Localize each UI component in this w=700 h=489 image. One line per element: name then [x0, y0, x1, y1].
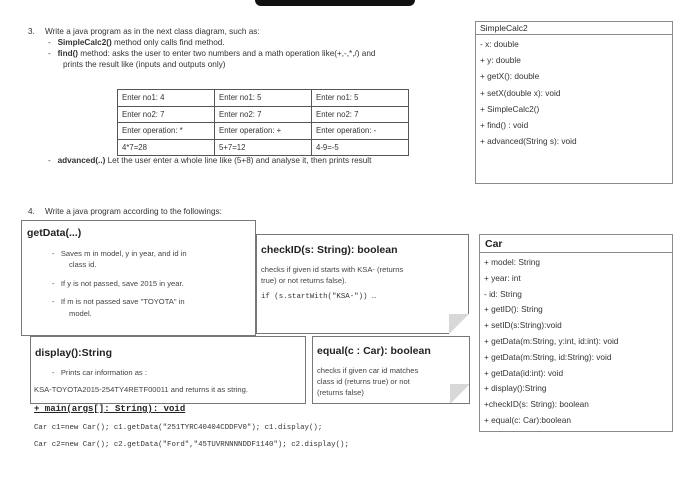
checkid-note	[256, 234, 469, 334]
table-cell: Enter no2: 7	[312, 106, 409, 123]
display-bullet: - Prints car information as :	[52, 368, 147, 377]
q3-intro: Write a java program as in the next class diagram, such as:	[45, 27, 260, 36]
simplecalc2-class-diagram	[475, 21, 673, 184]
checkid-title: checkID(s: String): boolean	[261, 244, 398, 256]
getdata-bullet-2: - If y is not passed, save 2015 in year.	[52, 279, 184, 288]
table-row	[118, 123, 409, 140]
table-row	[118, 139, 409, 156]
simplecalc2-member: + find() : void	[480, 120, 529, 131]
main-code-line-1: Car c1=new Car(); c1.getData("251TYRC40404CDDFV0"); c1.display();	[34, 424, 323, 432]
getdata-bullet-3-cont: model.	[69, 309, 92, 318]
equal-note	[312, 336, 470, 404]
car-member: + model: String	[484, 257, 541, 267]
q4-intro: Write a java program according to the followings:	[45, 207, 222, 216]
table-cell: Enter no1: 4	[118, 90, 215, 107]
getdata-bullet-1: - Saves m in model, y in year, and id in	[52, 249, 187, 258]
main-code-line-2: Car c2=new Car(); c2.getData("Ford","45TUVRNNNNDDF1140"); c2.display();	[34, 441, 349, 449]
table-cell: 5+7=12	[215, 139, 312, 156]
q3-item3: - advanced(..) Let the user enter a whole line like (5+8) and analyse it, then prints result	[48, 156, 372, 165]
simplecalc2-member: + y: double	[480, 55, 521, 66]
q3-item1: - SimpleCalc2() method only calls find method.	[48, 38, 225, 47]
checkid-line2: true) or not returns false).	[261, 276, 347, 285]
getdata-note	[21, 220, 256, 336]
car-member: + equal(c: Car):boolean	[484, 414, 571, 425]
simplecalc2-member: + SimpleCalc2()	[480, 103, 540, 114]
q3-item1-rest: method only calls find method.	[111, 38, 225, 47]
simplecalc2-member: + advanced(String s): void	[480, 136, 577, 147]
equal-line3: (returns false)	[317, 388, 364, 397]
simplecalc2-members	[476, 35, 672, 149]
table-cell: 4-9=-5	[312, 139, 409, 156]
q3-item2-line2: prints the result like (inputs and outputs only)	[63, 60, 226, 69]
simplecalc2-member: + setX(double x): void	[480, 87, 561, 98]
car-member: + getData(m:String, y:int, id:int): void	[484, 335, 619, 346]
q4-number: 4.	[28, 207, 35, 216]
display-example: KSA-TOYOTA2015-254TY4RETF00011 and returns it as string.	[34, 385, 248, 394]
q3-item2: - find() method: asks the user to enter two numbers and a math operation like(+,-,*,/) and	[48, 49, 376, 58]
display-title: display():String	[35, 347, 113, 359]
page-fold-corner	[450, 384, 470, 404]
checkid-code: if (s.startWith("KSA-")) …	[261, 293, 377, 301]
table-cell: 4*7=28	[118, 139, 215, 156]
table-cell: Enter no2: 7	[118, 106, 215, 123]
equal-line2: class id (returns true) or not	[317, 377, 410, 386]
top-edge-bar	[255, 0, 415, 6]
q3-item3-bold: advanced(..)	[57, 156, 106, 165]
equal-line1: checks if given car id matches	[317, 366, 419, 375]
page-fold-corner	[449, 314, 469, 334]
table-cell: Enter operation: +	[215, 123, 312, 140]
getdata-bullet-3: - If m is not passed save "TOYOTA" in	[52, 297, 185, 306]
car-member: - id: String	[484, 288, 522, 299]
car-class-diagram	[479, 234, 673, 432]
equal-title: equal(c : Car): boolean	[317, 345, 431, 357]
getdata-title: getData(...)	[27, 227, 82, 239]
table-cell: Enter operation: -	[312, 123, 409, 140]
simplecalc2-class-title: SimpleCalc2	[476, 22, 672, 35]
io-example-table	[117, 89, 409, 156]
table-cell: Enter no1: 5	[215, 90, 312, 107]
checkid-line1: checks if given id starts with KSA- (returns	[261, 265, 404, 274]
car-member: +checkID(s: String): boolean	[484, 399, 589, 410]
table-cell: Enter no2: 7	[215, 106, 312, 123]
simplecalc2-member: - x: double	[480, 39, 519, 49]
q3-number: 3.	[28, 27, 35, 36]
car-title-divider	[480, 252, 672, 253]
car-member: + display():String	[484, 383, 547, 394]
car-member: + setID(s:String):void	[484, 320, 562, 331]
table-row	[118, 106, 409, 123]
car-class-title: Car	[485, 238, 503, 250]
car-member: + getID(): String	[484, 304, 543, 315]
table-cell: Enter no1: 5	[312, 90, 409, 107]
q3-item1-bold: SimpleCalc2()	[57, 38, 112, 47]
getdata-bullet-1-cont: class id.	[69, 260, 97, 269]
simplecalc2-member: + getX(): double	[480, 71, 540, 82]
car-member: + getData(m:String, id:String): void	[484, 351, 612, 362]
table-row	[118, 90, 409, 107]
car-member: + getData(id:int): void	[484, 367, 564, 378]
table-cell: Enter operation: *	[118, 123, 215, 140]
q3-item2-bold: find()	[57, 49, 79, 58]
q3-item2-rest: method: asks the user to enter two numbers and a math operation like(+,-,*,/) and	[78, 49, 376, 58]
display-note	[30, 336, 306, 404]
main-signature: + main(args[]: String): void	[34, 404, 186, 414]
q3-item3-rest: Let the user enter a whole line like (5+8) and analyse it, then prints result	[105, 156, 372, 165]
car-members	[480, 255, 622, 429]
car-member: + year: int	[484, 272, 521, 283]
